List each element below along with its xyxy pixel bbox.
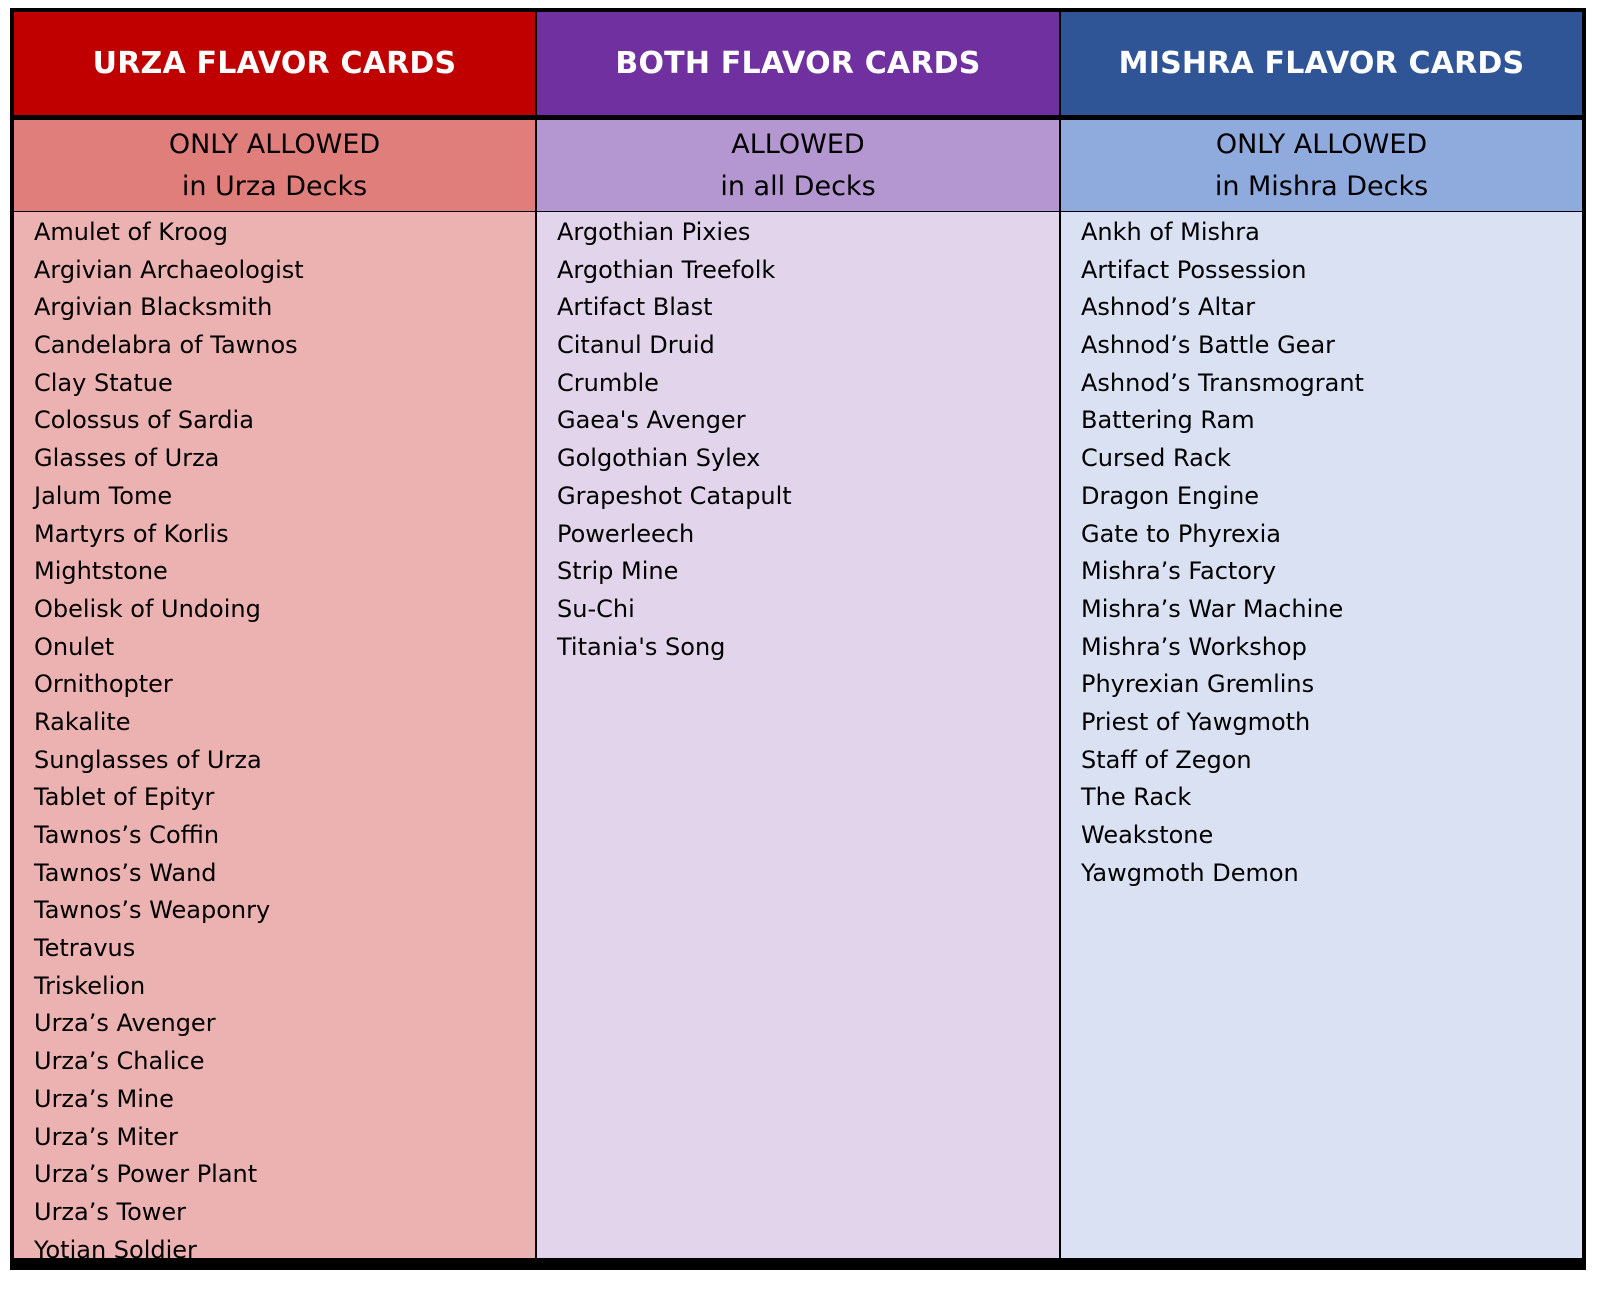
card-list-item: Mightstone [34, 557, 168, 586]
mishra-header: MISHRA FLAVOR CARDS [1061, 12, 1582, 120]
card-list-item: Tetravus [34, 934, 136, 963]
urza-card-list [14, 212, 535, 1264]
card-list-item: Yotian Soldier [34, 1235, 197, 1264]
card-list-item: Urza’s Mine [34, 1084, 174, 1113]
card-list-item: Tawnos’s Coffin [34, 821, 220, 849]
card-list-item: Crumble [557, 368, 659, 397]
both-card-list [537, 212, 1059, 1258]
card-list-item: Urza’s Tower [34, 1197, 187, 1226]
mishra-subheader-line2: in Mishra Decks [1214, 170, 1429, 202]
card-list-item: Ashnod’s Transmogrant [1081, 368, 1364, 397]
card-list-item: Amulet of Kroog [34, 218, 228, 246]
card-list-item: Phyrexian Gremlins [1081, 670, 1315, 699]
card-list-item: Jalum Tome [34, 481, 173, 510]
card-list-item: Ashnod’s Battle Gear [1081, 331, 1336, 360]
card-list-item: Tawnos’s Wand [34, 858, 217, 887]
card-list-item: Dragon Engine [1081, 481, 1260, 510]
card-list-item: Urza’s Miter [34, 1122, 178, 1151]
card-list-item: Golgothian Sylex [557, 444, 761, 473]
card-list-item: Mishra’s Factory [1081, 557, 1277, 586]
card-list-item: Su-Chi [557, 594, 635, 623]
table-grid [14, 12, 1582, 1266]
card-list-item: Ornithopter [34, 670, 173, 699]
card-list-item: Colossus of Sardia [34, 406, 254, 435]
both-header: BOTH FLAVOR CARDS [537, 12, 1059, 120]
card-list-item: Obelisk of Undoing [34, 594, 261, 623]
card-list-item: Urza’s Chalice [34, 1047, 205, 1076]
card-list-item: Argivian Blacksmith [34, 293, 273, 322]
urza-subheader-line1: ONLY ALLOWED [168, 128, 381, 160]
card-list-item: Martyrs of Korlis [34, 519, 229, 548]
card-list-item: Cursed Rack [1081, 444, 1231, 473]
urza-subheader [14, 120, 535, 212]
card-list-item: Artifact Possession [1081, 255, 1307, 284]
card-list-item: Tawnos’s Weaponry [34, 896, 271, 925]
card-list-item: Glasses of Urza [34, 444, 220, 473]
card-list-item: Argothian Treefolk [557, 255, 776, 284]
urza-header: URZA FLAVOR CARDS [14, 12, 535, 120]
card-list-item: Tablet of Epityr [34, 783, 215, 812]
card-list-item: Mishra’s Workshop [1081, 632, 1307, 661]
card-list-item: Urza’s Avenger [34, 1009, 216, 1038]
card-list-item: Priest of Yawgmoth [1081, 707, 1311, 736]
mishra-subheader-line1: ONLY ALLOWED [1215, 128, 1428, 160]
card-list-item: Sunglasses of Urza [34, 745, 262, 774]
both-subheader-line1: ALLOWED [731, 128, 865, 160]
card-list-item: Artifact Blast [557, 293, 713, 322]
card-list-item: Weakstone [1081, 821, 1214, 849]
both-subheader [537, 120, 1059, 212]
card-list-item: Grapeshot Catapult [557, 481, 792, 510]
card-list-item: Argivian Archaeologist [34, 255, 304, 284]
card-list-item: Citanul Druid [557, 331, 715, 360]
card-list-item: Onulet [34, 632, 115, 661]
card-list-item: Gate to Phyrexia [1081, 519, 1281, 548]
card-list-item: Clay Statue [34, 368, 173, 397]
card-list-item: Powerleech [557, 519, 695, 548]
card-list-item: Ashnod’s Altar [1081, 293, 1256, 322]
flavor-cards-table [10, 8, 1586, 1270]
urza-subheader-line2: in Urza Decks [181, 170, 368, 202]
card-list-item: Staff of Zegon [1081, 745, 1252, 774]
card-list-item: Urza’s Power Plant [34, 1160, 258, 1189]
mishra-subheader [1061, 120, 1582, 212]
card-list-item: Candelabra of Tawnos [34, 331, 298, 360]
card-list-item: Ankh of Mishra [1081, 218, 1260, 246]
card-list-item: The Rack [1081, 783, 1192, 812]
card-list-item: Strip Mine [557, 557, 679, 586]
card-list-item: Mishra’s War Machine [1081, 594, 1344, 623]
card-list-item: Rakalite [34, 707, 131, 736]
card-list-item: Triskelion [34, 971, 146, 1000]
card-list-item: Argothian Pixies [557, 218, 751, 246]
both-subheader-line2: in all Decks [720, 170, 876, 202]
card-list-item: Titania's Song [557, 632, 726, 661]
mishra-card-list [1061, 212, 1582, 1258]
card-list-item: Gaea's Avenger [557, 406, 746, 435]
card-list-item: Yawgmoth Demon [1081, 858, 1299, 887]
card-list-item: Battering Ram [1081, 406, 1255, 435]
